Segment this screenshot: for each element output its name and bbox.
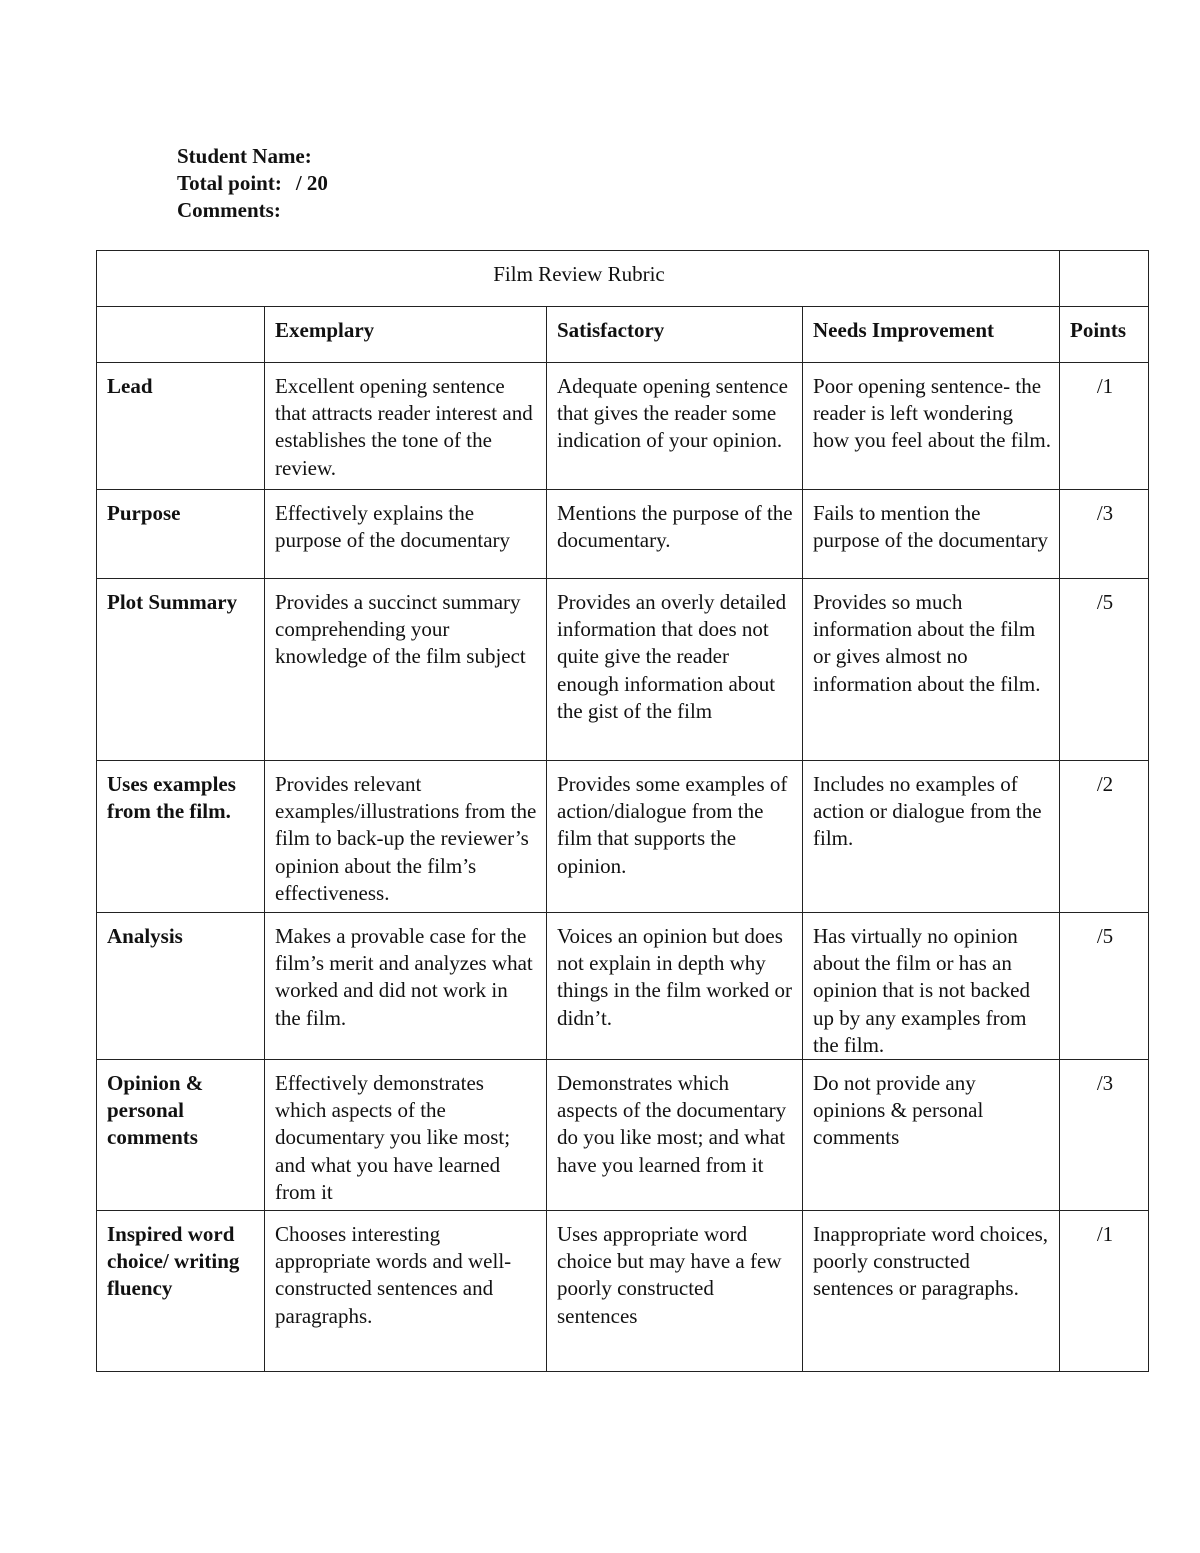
- comments-label: Comments:: [177, 198, 281, 222]
- criterion-cell: Uses examples from the film.: [97, 761, 265, 913]
- column-header-needs-improvement: Needs Improvement: [803, 307, 1060, 363]
- column-header-exemplary: Exemplary: [265, 307, 547, 363]
- satisfactory-cell: Provides some examples of action/dialogue from the film that supports the opinion.: [547, 761, 803, 913]
- needs-improvement-cell: Poor opening sentence- the reader is left wondering how you feel about the film.: [803, 363, 1060, 490]
- needs-improvement-cell: Has virtually no opinion about the film or has an opinion that is not backed up by any examples from the film.: [803, 913, 1060, 1060]
- rubric-title-blank-cell: [1060, 251, 1149, 307]
- exemplary-cell: Effectively demonstrates which aspects of the documentary you like most; and what you have learned from it: [265, 1060, 547, 1211]
- column-header-criterion: [97, 307, 265, 363]
- points-cell: /3: [1060, 490, 1149, 579]
- student-info-header: [177, 143, 328, 224]
- satisfactory-cell: Mentions the purpose of the documentary.: [547, 490, 803, 579]
- rubric-title-row: [97, 251, 1149, 307]
- criterion-cell: Purpose: [97, 490, 265, 579]
- exemplary-cell: Provides relevant examples/illustrations from the film to back-up the reviewer’s opinion about the film’s effectiveness.: [265, 761, 547, 913]
- points-cell: /5: [1060, 913, 1149, 1060]
- rubric-title: Film Review Rubric: [97, 251, 1060, 307]
- column-header-row: [97, 307, 1149, 363]
- exemplary-cell: Makes a provable case for the film’s merit and analyzes what worked and did not work in the film.: [265, 913, 547, 1060]
- satisfactory-cell: Uses appropriate word choice but may have a few poorly constructed sentences: [547, 1211, 803, 1372]
- needs-improvement-cell: Fails to mention the purpose of the documentary: [803, 490, 1060, 579]
- total-point-label: Total point:: [177, 171, 282, 195]
- satisfactory-cell: Demonstrates which aspects of the documentary do you like most; and what have you learned from it: [547, 1060, 803, 1211]
- needs-improvement-cell: Inappropriate word choices, poorly constructed sentences or paragraphs.: [803, 1211, 1060, 1372]
- student-name-label: Student Name:: [177, 144, 312, 168]
- needs-improvement-cell: Do not provide any opinions & personal comments: [803, 1060, 1060, 1211]
- points-cell: /3: [1060, 1060, 1149, 1211]
- column-header-points: Points: [1060, 307, 1149, 363]
- criterion-cell: Opinion & personal comments: [97, 1060, 265, 1211]
- rubric-row-lead: [97, 363, 1149, 490]
- satisfactory-cell: Voices an opinion but does not explain in depth why things in the film worked or didn’t.: [547, 913, 803, 1060]
- satisfactory-cell: Provides an overly detailed information that does not quite give the reader enough information about the gist of the film: [547, 579, 803, 761]
- points-cell: /2: [1060, 761, 1149, 913]
- satisfactory-cell: Adequate opening sentence that gives the reader some indication of your opinion.: [547, 363, 803, 490]
- rubric-row-purpose: [97, 490, 1149, 579]
- criterion-cell: Plot Summary: [97, 579, 265, 761]
- rubric-row-analysis: [97, 913, 1149, 1060]
- criterion-cell: Inspired word choice/ writing fluency: [97, 1211, 265, 1372]
- needs-improvement-cell: Provides so much information about the film or gives almost no information about the film.: [803, 579, 1060, 761]
- criterion-cell: Analysis: [97, 913, 265, 1060]
- exemplary-cell: Excellent opening sentence that attracts reader interest and establishes the tone of the review.: [265, 363, 547, 490]
- total-point-value: / 20: [295, 171, 328, 195]
- exemplary-cell: Provides a succinct summary comprehending your knowledge of the film subject: [265, 579, 547, 761]
- criterion-cell: Lead: [97, 363, 265, 490]
- rubric-row-opinion: [97, 1060, 1149, 1211]
- points-cell: /1: [1060, 363, 1149, 490]
- points-cell: /5: [1060, 579, 1149, 761]
- points-cell: /1: [1060, 1211, 1149, 1372]
- column-header-satisfactory: Satisfactory: [547, 307, 803, 363]
- exemplary-cell: Chooses interesting appropriate words and well-constructed sentences and paragraphs.: [265, 1211, 547, 1372]
- total-point-line: [177, 170, 328, 197]
- rubric-row-plot-summary: [97, 579, 1149, 761]
- rubric-row-uses-examples: [97, 761, 1149, 913]
- needs-improvement-cell: Includes no examples of action or dialogue from the film.: [803, 761, 1060, 913]
- exemplary-cell: Effectively explains the purpose of the documentary: [265, 490, 547, 579]
- rubric-table: [96, 250, 1149, 1372]
- rubric-row-word-choice: [97, 1211, 1149, 1372]
